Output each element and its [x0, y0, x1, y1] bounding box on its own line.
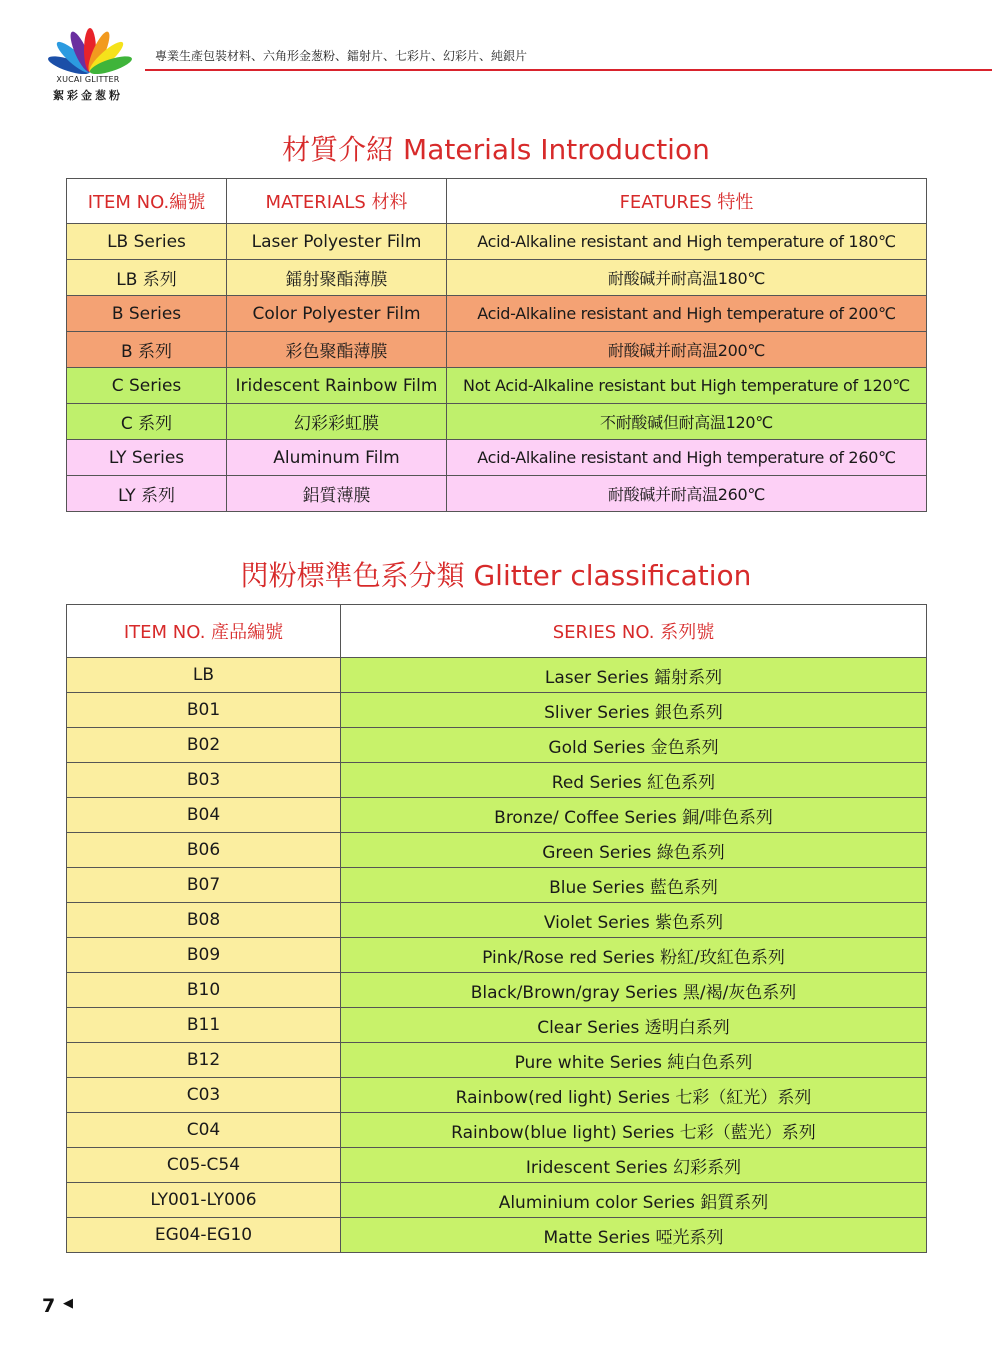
- material-cell: 幻彩彩虹膜: [227, 404, 447, 440]
- table-row: [67, 332, 927, 368]
- table-row: [67, 1078, 927, 1113]
- material-cell: 鋁質薄膜: [227, 476, 447, 512]
- materials-table: [66, 178, 927, 512]
- item-cell: B07: [67, 868, 341, 903]
- series-cell: Red Series 紅色系列: [341, 763, 927, 798]
- series-cell: Matte Series 啞光系列: [341, 1218, 927, 1253]
- table-row: [67, 798, 927, 833]
- item-cell: B01: [67, 693, 341, 728]
- feature-cell: Acid-Alkaline resistant and High temperature of 260℃: [447, 440, 927, 476]
- header-series-no: SERIES NO. 系列號: [341, 605, 927, 658]
- series-cell: Pure white Series 純白色系列: [341, 1043, 927, 1078]
- series-cell: Iridescent Series 幻彩系列: [341, 1148, 927, 1183]
- item-cell: B03: [67, 763, 341, 798]
- item-cell: B02: [67, 728, 341, 763]
- feature-cell: Acid-Alkaline resistant and High temperature of 200℃: [447, 296, 927, 332]
- left-arrow-icon: ◀: [63, 1296, 73, 1311]
- table-row: [67, 1183, 927, 1218]
- material-cell: Color Polyester Film: [227, 296, 447, 332]
- item-cell: C 系列: [67, 404, 227, 440]
- item-cell: LB Series: [67, 224, 227, 260]
- table-row: [67, 368, 927, 404]
- table-row: [67, 296, 927, 332]
- series-cell: Clear Series 透明白系列: [341, 1008, 927, 1043]
- company-logo: [40, 26, 140, 106]
- table-row: [67, 658, 927, 693]
- item-cell: B11: [67, 1008, 341, 1043]
- item-cell: B04: [67, 798, 341, 833]
- item-cell: B06: [67, 833, 341, 868]
- feature-cell: 耐酸碱并耐高温180℃: [447, 260, 927, 296]
- series-cell: Black/Brown/gray Series 黑/褐/灰色系列: [341, 973, 927, 1008]
- item-cell: B08: [67, 903, 341, 938]
- item-cell: C03: [67, 1078, 341, 1113]
- item-cell: B Series: [67, 296, 227, 332]
- item-cell: B12: [67, 1043, 341, 1078]
- item-cell: B09: [67, 938, 341, 973]
- glitter-header-row: [67, 605, 927, 658]
- table-row: [67, 440, 927, 476]
- logo-english-name: XUCAI GLITTER: [56, 75, 120, 84]
- series-cell: Laser Series 鐳射系列: [341, 658, 927, 693]
- table-row: [67, 728, 927, 763]
- materials-header-row: [67, 179, 927, 224]
- series-cell: Green Series 綠色系列: [341, 833, 927, 868]
- series-cell: Sliver Series 銀色系列: [341, 693, 927, 728]
- item-cell: C04: [67, 1113, 341, 1148]
- feature-cell: 不耐酸碱但耐高温120℃: [447, 404, 927, 440]
- table-row: [67, 938, 927, 973]
- header-divider: [145, 69, 992, 71]
- page-number: 7: [42, 1295, 56, 1317]
- table-row: [67, 404, 927, 440]
- header-item-no: ITEM NO. 產品編號: [67, 605, 341, 658]
- table-row: [67, 1113, 927, 1148]
- materials-title: 材質介紹 Materials Introduction: [282, 133, 710, 166]
- item-cell: LB 系列: [67, 260, 227, 296]
- table-row: [67, 903, 927, 938]
- feature-cell: Acid-Alkaline resistant and High temperature of 180℃: [447, 224, 927, 260]
- material-cell: 鐳射聚酯薄膜: [227, 260, 447, 296]
- page-header: [0, 0, 992, 110]
- table-row: [67, 476, 927, 512]
- feature-cell: Not Acid-Alkaline resistant but High temperature of 120℃: [447, 368, 927, 404]
- feature-cell: 耐酸碱并耐高温200℃: [447, 332, 927, 368]
- series-cell: Violet Series 紫色系列: [341, 903, 927, 938]
- item-cell: LY001-LY006: [67, 1183, 341, 1218]
- item-cell: B 系列: [67, 332, 227, 368]
- series-cell: Rainbow(red light) Series 七彩（紅光）系列: [341, 1078, 927, 1113]
- table-row: [67, 868, 927, 903]
- header-tagline: 專業生產包裝材料、六角形金葱粉、鐳射片、七彩片、幻彩片、純銀片: [155, 49, 528, 63]
- item-cell: LB: [67, 658, 341, 693]
- table-row: [67, 1043, 927, 1078]
- material-cell: 彩色聚酯薄膜: [227, 332, 447, 368]
- item-cell: LY Series: [67, 440, 227, 476]
- series-cell: Blue Series 藍色系列: [341, 868, 927, 903]
- header-materials: MATERIALS 材料: [227, 179, 447, 224]
- rainbow-fan-logo-icon: [44, 26, 136, 74]
- table-row: [67, 973, 927, 1008]
- table-row: [67, 224, 927, 260]
- table-row: [67, 833, 927, 868]
- feature-cell: 耐酸碱并耐高温260℃: [447, 476, 927, 512]
- table-row: [67, 1148, 927, 1183]
- item-cell: LY 系列: [67, 476, 227, 512]
- series-cell: Pink/Rose red Series 粉紅/玫紅色系列: [341, 938, 927, 973]
- material-cell: Laser Polyester Film: [227, 224, 447, 260]
- series-cell: Gold Series 金色系列: [341, 728, 927, 763]
- glitter-title: 閃粉標準色系分類 Glitter classification: [240, 559, 752, 592]
- table-row: [67, 763, 927, 798]
- item-cell: B10: [67, 973, 341, 1008]
- material-cell: Aluminum Film: [227, 440, 447, 476]
- glitter-classification-table: [66, 604, 927, 1253]
- table-row: [67, 260, 927, 296]
- header-features: FEATURES 特性: [447, 179, 927, 224]
- item-cell: EG04-EG10: [67, 1218, 341, 1253]
- table-row: [67, 693, 927, 728]
- item-cell: C Series: [67, 368, 227, 404]
- table-row: [67, 1218, 927, 1253]
- logo-chinese-name: 絮彩金葱粉: [53, 89, 123, 102]
- series-cell: Rainbow(blue light) Series 七彩（藍光）系列: [341, 1113, 927, 1148]
- series-cell: Bronze/ Coffee Series 銅/啡色系列: [341, 798, 927, 833]
- table-row: [67, 1008, 927, 1043]
- series-cell: Aluminium color Series 鋁質系列: [341, 1183, 927, 1218]
- item-cell: C05-C54: [67, 1148, 341, 1183]
- material-cell: Iridescent Rainbow Film: [227, 368, 447, 404]
- header-item-no: ITEM NO.編號: [67, 179, 227, 224]
